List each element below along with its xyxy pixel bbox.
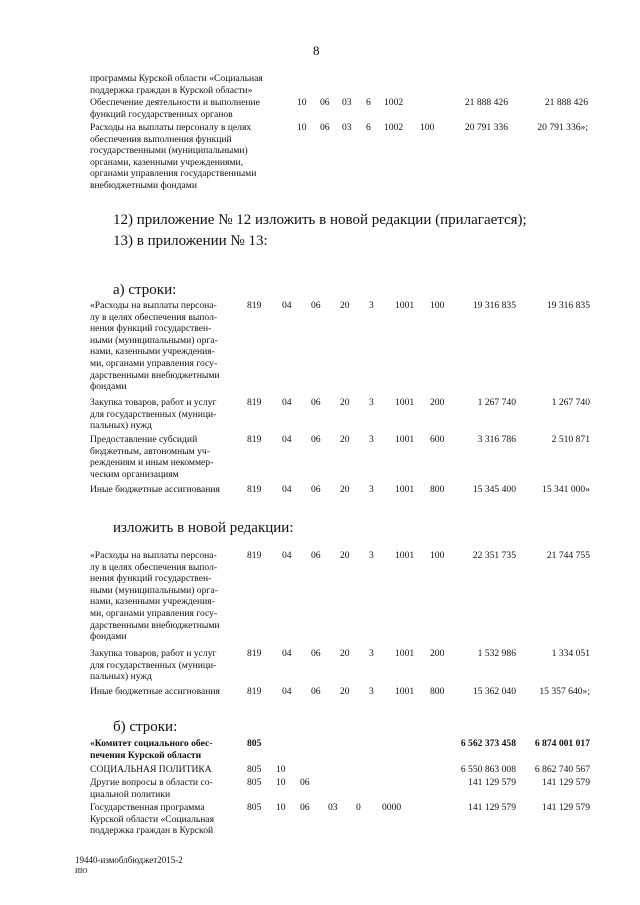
cell-vr: 200 (430, 397, 445, 408)
cell-ministry: 819 (247, 300, 262, 311)
cell-code: 1002 (384, 97, 404, 108)
cell-vr: 100 (430, 550, 445, 561)
cell-code: 1001 (395, 550, 415, 561)
cell-vr: 800 (430, 686, 445, 697)
cell-pr: 06 (311, 397, 321, 408)
cell-pr: 06 (311, 648, 321, 659)
cell-pr: 06 (311, 300, 321, 311)
cell-sum-2: 141 129 579 (542, 802, 590, 813)
cell-code: 1002 (384, 122, 404, 133)
cell-sum-2: 19 316 835 (546, 300, 590, 311)
cell-sum-2: 15 341 000» (542, 484, 590, 495)
cell-code: 1001 (395, 434, 415, 445)
cell-pr: 06 (300, 777, 310, 788)
cell-sum-1: 19 316 835 (472, 300, 516, 311)
cell-subprogram: 6 (366, 97, 371, 108)
cell-subprogram: 3 (369, 484, 374, 495)
cell-sum-2: 21 744 755 (546, 550, 590, 561)
cell-ministry: 819 (247, 686, 262, 697)
cell-sum-2: 6 862 740 567 (534, 764, 590, 775)
section-b-title: б) строки: (113, 719, 178, 735)
page-number: 8 (313, 43, 320, 58)
cell-vr: 800 (430, 484, 445, 495)
section-a-title: а) строки: (113, 282, 177, 298)
cell-ministry: 805 (247, 764, 262, 775)
cell-rz: 04 (282, 550, 292, 561)
cell-program: 20 (340, 484, 350, 495)
cell-subprogram: 3 (369, 300, 374, 311)
cell-subprogram: 3 (369, 550, 374, 561)
row-description: Закупка товаров, работ и услуг для государственных (муници- пальных) нужд (90, 397, 217, 432)
continuation-text: программы Курской области «Социальная поддержка граждан в Курской области» (90, 73, 263, 96)
cell-rz: 10 (297, 122, 307, 133)
cell-program: 20 (340, 300, 350, 311)
cell-rz: 10 (276, 764, 286, 775)
row-description: Расходы на выплаты персоналу в целях обеспечения выполнения функций государственными (муниципальными) органами, казенными учреждениями, органами управления государственными внебюджетными фондами (90, 122, 257, 191)
cell-pr: 06 (311, 484, 321, 495)
cell-code: 1001 (395, 484, 415, 495)
cell-rz: 04 (282, 397, 292, 408)
cell-subprogram: 3 (369, 686, 374, 697)
cell-pr: 06 (320, 122, 330, 133)
cell-rz: 10 (297, 97, 307, 108)
cell-sum-1: 6 562 373 458 (460, 738, 516, 749)
cell-program: 20 (340, 648, 350, 659)
cell-code: 1001 (395, 686, 415, 697)
row-description: «Расходы на выплаты персона- лу в целях обеспечения выпол- нения функций государствен- ными (муниципальными) орга- нами, казенными учреждения- ми, органами управления госу- дарственными внебюджетными фондами (90, 550, 220, 643)
cell-ministry: 819 (247, 434, 262, 445)
cell-program: 20 (340, 550, 350, 561)
cell-ministry: 805 (247, 777, 262, 788)
cell-sum-1: 15 362 040 (472, 686, 516, 697)
new-edition-title: изложить в новой редакции: (113, 520, 294, 536)
cell-subprogram: 3 (369, 397, 374, 408)
row-description: «Комитет социального обес- печения Курской области (90, 738, 213, 761)
cell-program: 03 (342, 122, 352, 133)
cell-rz: 04 (282, 484, 292, 495)
cell-program: 20 (340, 397, 350, 408)
cell-rz: 04 (282, 648, 292, 659)
footer-initials: ИЮ (75, 867, 88, 875)
cell-sum-2: 15 357 640»; (539, 686, 590, 697)
cell-sum-1: 6 550 863 008 (460, 764, 516, 775)
cell-sum-2: 6 874 001 017 (534, 738, 590, 749)
cell-sum-2: 141 129 579 (542, 777, 590, 788)
cell-subprogram: 0 (356, 802, 361, 813)
cell-ministry: 819 (247, 550, 262, 561)
cell-code: 1001 (395, 397, 415, 408)
row-description: Иные бюджетные ассигнования (90, 686, 220, 697)
cell-pr: 06 (300, 802, 310, 813)
cell-ministry: 819 (247, 397, 262, 408)
cell-rz: 04 (282, 434, 292, 445)
item-13: 13) в приложении № 13: (113, 233, 268, 249)
cell-rz: 10 (276, 777, 286, 788)
cell-code: 1001 (395, 300, 415, 311)
cell-sum-1: 20 791 336 (464, 122, 508, 133)
cell-sum-1: 3 316 786 (477, 434, 516, 445)
cell-ministry: 819 (247, 648, 262, 659)
row-description: «Расходы на выплаты персона- лу в целях обеспечения выпол- нения функций государствен- ными (муниципальными) орга- нами, казенными учреждения- ми, органами управления госу- дарственными внебюджетными фондами (90, 300, 220, 393)
cell-ministry: 805 (247, 802, 262, 813)
cell-pr: 06 (311, 434, 321, 445)
cell-pr: 06 (311, 550, 321, 561)
cell-sum-2: 1 267 740 (551, 397, 590, 408)
cell-code: 0000 (382, 802, 402, 813)
cell-sum-1: 1 267 740 (477, 397, 516, 408)
cell-vr: 200 (430, 648, 445, 659)
cell-ministry: 805 (247, 738, 262, 749)
cell-subprogram: 6 (366, 122, 371, 133)
cell-rz: 10 (276, 802, 286, 813)
row-description: Государственная программа Курской области «Социальная поддержка граждан в Курской (90, 802, 215, 837)
cell-program: 03 (328, 802, 338, 813)
cell-sum-2: 2 510 871 (551, 434, 590, 445)
row-description: Обеспечение деятельности и выполнение функций государственных органов (90, 97, 260, 120)
cell-sum-1: 15 345 400 (472, 484, 516, 495)
cell-program: 20 (340, 686, 350, 697)
cell-rz: 04 (282, 686, 292, 697)
cell-sum-2: 20 791 336»; (537, 122, 588, 133)
cell-program: 03 (342, 97, 352, 108)
row-description: СОЦИАЛЬНАЯ ПОЛИТИКА (90, 764, 212, 775)
cell-program: 20 (340, 434, 350, 445)
cell-code: 1001 (395, 648, 415, 659)
cell-rz: 04 (282, 300, 292, 311)
cell-vr: 100 (430, 300, 445, 311)
footer-code: 19440-измоблбюджет2015-2 (75, 855, 183, 865)
cell-pr: 06 (320, 97, 330, 108)
cell-vr: 100 (420, 122, 435, 133)
cell-subprogram: 3 (369, 648, 374, 659)
cell-subprogram: 3 (369, 434, 374, 445)
cell-sum-1: 141 129 579 (468, 777, 516, 788)
cell-sum-1: 1 532 986 (477, 648, 516, 659)
cell-vr: 600 (430, 434, 445, 445)
row-description: Закупка товаров, работ и услуг для государственных (муници- пальных) нужд (90, 648, 217, 683)
cell-pr: 06 (311, 686, 321, 697)
cell-sum-1: 21 888 426 (464, 97, 508, 108)
item-12: 12) приложение № 12 изложить в новой редакции (прилагается); (113, 212, 527, 228)
cell-sum-1: 22 351 735 (472, 550, 516, 561)
cell-ministry: 819 (247, 484, 262, 495)
row-description: Другие вопросы в области со- циальной политики (90, 777, 213, 800)
cell-sum-2: 1 334 051 (551, 648, 590, 659)
cell-sum-2: 21 888 426 (544, 97, 588, 108)
row-description: Предоставление субсидий бюджетным, автономным уч- реждениям и иным некоммер- ческим организациям (90, 434, 214, 480)
row-description: Иные бюджетные ассигнования (90, 484, 220, 495)
cell-sum-1: 141 129 579 (468, 802, 516, 813)
